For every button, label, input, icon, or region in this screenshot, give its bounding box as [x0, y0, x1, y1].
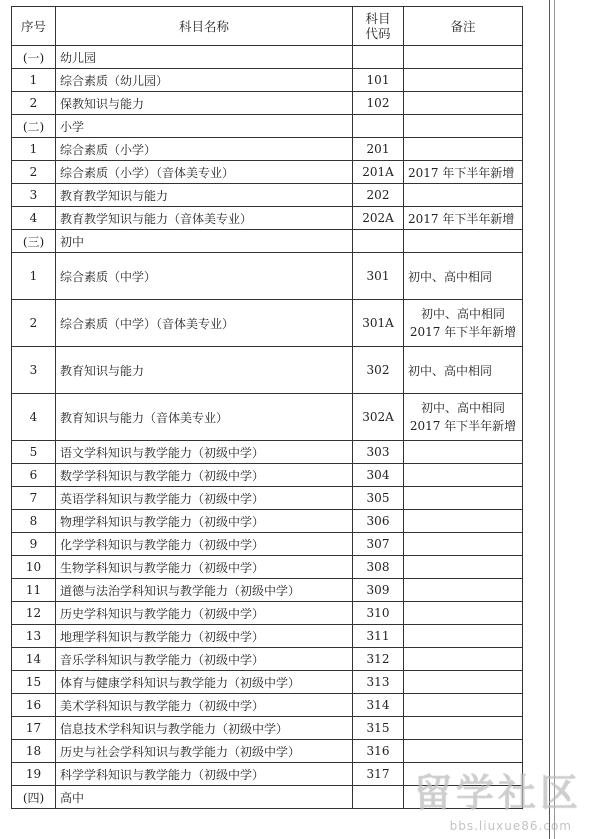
cell-note-empty	[404, 115, 523, 138]
table-row	[12, 717, 523, 740]
cell-number: 2	[12, 161, 56, 184]
cell-number: 14	[12, 648, 56, 671]
cell-number: 17	[12, 717, 56, 740]
cell-number: 3	[12, 347, 56, 394]
cell-number: 2	[12, 92, 56, 115]
cell-subject-name: 保教知识与能力	[56, 92, 353, 115]
cell-subject-name: 教育教学知识与能力（音体美专业）	[56, 207, 353, 230]
cell-number: 8	[12, 510, 56, 533]
cell-note	[404, 694, 523, 717]
cell-subject-name: 综合素质（小学）	[56, 138, 353, 161]
cell-subject-name: 综合素质（小学）（音体美专业）	[56, 161, 353, 184]
table-row	[12, 92, 523, 115]
cell-subject-code: 308	[353, 556, 404, 579]
cell-subject-name: 生物学科知识与教学能力（初级中学）	[56, 556, 353, 579]
cell-number: 1	[12, 69, 56, 92]
table-row	[12, 394, 523, 441]
header-no: 序号	[12, 7, 56, 46]
section-name: 高中	[56, 786, 353, 809]
cell-subject-code: 310	[353, 602, 404, 625]
table-row	[12, 740, 523, 763]
cell-note: 初中、高中相同	[404, 347, 523, 394]
cell-subject-code: 315	[353, 717, 404, 740]
cell-note	[404, 69, 523, 92]
section-row	[12, 46, 523, 69]
cell-note-empty	[404, 46, 523, 69]
cell-note	[404, 300, 523, 347]
page-border-line-secondary	[554, 0, 555, 839]
table-row	[12, 441, 523, 464]
cell-note	[404, 556, 523, 579]
note-line-1: 初中、高中相同	[420, 307, 505, 321]
cell-number: 11	[12, 579, 56, 602]
cell-number: 1	[12, 253, 56, 300]
cell-note	[404, 92, 523, 115]
cell-note	[404, 533, 523, 556]
cell-note	[404, 464, 523, 487]
note-line-1: 初中、高中相同	[420, 401, 505, 415]
cell-subject-code: 303	[353, 441, 404, 464]
cell-note	[404, 579, 523, 602]
cell-number: 4	[12, 207, 56, 230]
table-row	[12, 602, 523, 625]
section-name: 小学	[56, 115, 353, 138]
cell-subject-code: 314	[353, 694, 404, 717]
cell-subject-code: 311	[353, 625, 404, 648]
cell-subject-name: 地理学科知识与教学能力（初级中学）	[56, 625, 353, 648]
table-header-row	[12, 7, 523, 46]
cell-subject-code: 305	[353, 487, 404, 510]
cell-note	[404, 394, 523, 441]
table-row	[12, 648, 523, 671]
cell-number: 2	[12, 300, 56, 347]
cell-subject-name: 历史学科知识与教学能力（初级中学）	[56, 602, 353, 625]
cell-subject-name: 综合素质（幼儿园）	[56, 69, 353, 92]
subject-code-table	[11, 6, 523, 809]
table-row	[12, 464, 523, 487]
table-row	[12, 207, 523, 230]
cell-note: 2017 年下半年新增	[404, 161, 523, 184]
cell-note	[404, 671, 523, 694]
cell-number: 12	[12, 602, 56, 625]
cell-note	[404, 487, 523, 510]
cell-subject-name: 美术学科知识与教学能力（初级中学）	[56, 694, 353, 717]
cell-subject-name: 信息技术学科知识与教学能力（初级中学）	[56, 717, 353, 740]
table-row	[12, 69, 523, 92]
table-row	[12, 347, 523, 394]
cell-number: 16	[12, 694, 56, 717]
note-line-2: 2017 年下半年新增	[409, 419, 517, 433]
cell-note	[404, 740, 523, 763]
table-row	[12, 138, 523, 161]
page-border-line	[549, 0, 550, 839]
table-row	[12, 510, 523, 533]
cell-subject-code: 306	[353, 510, 404, 533]
cell-subject-code: 101	[353, 69, 404, 92]
cell-note: 初中、高中相同	[404, 253, 523, 300]
note-line-2: 2017 年下半年新增	[409, 325, 517, 339]
table-row	[12, 161, 523, 184]
cell-subject-name: 道德与法治学科知识与教学能力（初级中学）	[56, 579, 353, 602]
table-row	[12, 556, 523, 579]
section-name: 幼儿园	[56, 46, 353, 69]
cell-subject-code: 304	[353, 464, 404, 487]
section-number: (三)	[12, 230, 56, 253]
cell-note	[404, 184, 523, 207]
cell-subject-name: 教育知识与能力（音体美专业）	[56, 394, 353, 441]
cell-note-empty	[404, 230, 523, 253]
cell-subject-code: 302A	[353, 394, 404, 441]
cell-number: 13	[12, 625, 56, 648]
table-row	[12, 671, 523, 694]
table-row	[12, 625, 523, 648]
cell-subject-code: 309	[353, 579, 404, 602]
section-row	[12, 230, 523, 253]
table-row	[12, 579, 523, 602]
cell-subject-name: 综合素质（中学）	[56, 253, 353, 300]
cell-number: 5	[12, 441, 56, 464]
cell-subject-code: 317	[353, 763, 404, 786]
cell-number: 7	[12, 487, 56, 510]
cell-subject-name: 教育教学知识与能力	[56, 184, 353, 207]
cell-note	[404, 625, 523, 648]
section-name: 初中	[56, 230, 353, 253]
section-number: (四)	[12, 786, 56, 809]
cell-note	[404, 717, 523, 740]
cell-subject-name: 体育与健康学科知识与教学能力（初级中学）	[56, 671, 353, 694]
cell-note	[404, 441, 523, 464]
cell-subject-code: 312	[353, 648, 404, 671]
header-subject-code	[353, 7, 404, 46]
watermark-url: bbs.liuxue86.com	[449, 819, 572, 833]
table-row	[12, 533, 523, 556]
section-row	[12, 115, 523, 138]
cell-subject-name: 语文学科知识与教学能力（初级中学）	[56, 441, 353, 464]
table-row	[12, 763, 523, 786]
cell-subject-name: 化学学科知识与教学能力（初级中学）	[56, 533, 353, 556]
cell-subject-name: 音乐学科知识与教学能力（初级中学）	[56, 648, 353, 671]
cell-note	[404, 648, 523, 671]
cell-code-empty	[353, 115, 404, 138]
cell-number: 6	[12, 464, 56, 487]
cell-note	[404, 510, 523, 533]
cell-subject-name: 历史与社会学科知识与教学能力（初级中学）	[56, 740, 353, 763]
cell-subject-code: 201	[353, 138, 404, 161]
cell-subject-code: 301A	[353, 300, 404, 347]
header-note: 备注	[404, 7, 523, 46]
cell-subject-code: 201A	[353, 161, 404, 184]
cell-number: 4	[12, 394, 56, 441]
cell-note-empty	[404, 786, 523, 809]
cell-subject-name: 英语学科知识与教学能力（初级中学）	[56, 487, 353, 510]
cell-note	[404, 763, 523, 786]
cell-number: 18	[12, 740, 56, 763]
table-row	[12, 184, 523, 207]
cell-subject-name: 科学学科知识与教学能力（初级中学）	[56, 763, 353, 786]
cell-code-empty	[353, 230, 404, 253]
cell-code-empty	[353, 46, 404, 69]
table-body	[12, 46, 523, 809]
header-subject-name: 科目名称	[56, 7, 353, 46]
table-row	[12, 253, 523, 300]
cell-subject-name: 综合素质（中学）（音体美专业）	[56, 300, 353, 347]
cell-code-empty	[353, 786, 404, 809]
cell-number: 10	[12, 556, 56, 579]
cell-subject-code: 102	[353, 92, 404, 115]
cell-subject-code: 202A	[353, 207, 404, 230]
cell-number: 15	[12, 671, 56, 694]
cell-subject-code: 313	[353, 671, 404, 694]
cell-number: 3	[12, 184, 56, 207]
cell-number: 19	[12, 763, 56, 786]
watermark-brand: 留学社区	[413, 771, 582, 815]
table-row	[12, 300, 523, 347]
section-number: (二)	[12, 115, 56, 138]
table-row	[12, 694, 523, 717]
cell-note	[404, 138, 523, 161]
cell-number: 1	[12, 138, 56, 161]
header-code-line2: 代码	[365, 26, 391, 41]
section-row	[12, 786, 523, 809]
cell-note	[404, 602, 523, 625]
section-number: (一)	[12, 46, 56, 69]
cell-subject-code: 202	[353, 184, 404, 207]
cell-subject-code: 302	[353, 347, 404, 394]
header-code-line1: 科目	[365, 11, 391, 26]
cell-subject-name: 教育知识与能力	[56, 347, 353, 394]
cell-subject-code: 316	[353, 740, 404, 763]
cell-number: 9	[12, 533, 56, 556]
cell-note: 2017 年下半年新增	[404, 207, 523, 230]
cell-subject-code: 307	[353, 533, 404, 556]
table-row	[12, 487, 523, 510]
cell-subject-name: 数学学科知识与教学能力（初级中学）	[56, 464, 353, 487]
cell-subject-name: 物理学科知识与教学能力（初级中学）	[56, 510, 353, 533]
cell-subject-code: 301	[353, 253, 404, 300]
